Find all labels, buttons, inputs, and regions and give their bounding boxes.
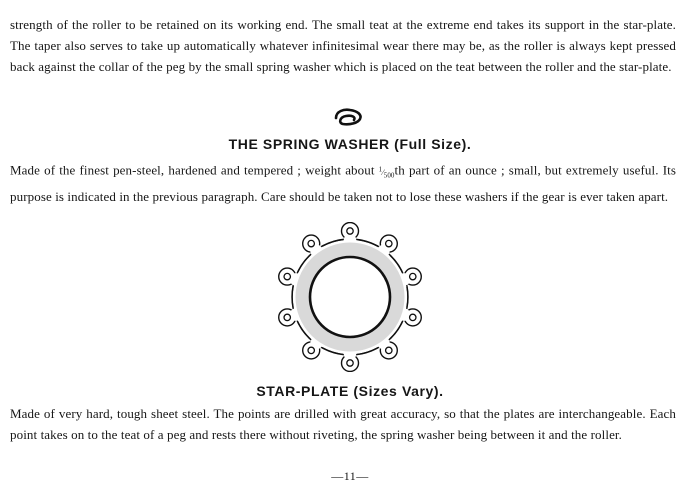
star-plate-inner-opening xyxy=(310,257,390,337)
weight-fraction: $^1⁄_{500}$ xyxy=(378,165,395,180)
spring-washer-illustration xyxy=(330,107,366,129)
page-number: —11— xyxy=(331,469,369,483)
spring-washer-paragraph xyxy=(10,159,676,207)
star-plate-heading: STAR-PLATE (Sizes Vary). xyxy=(256,383,444,399)
spring-washer-text-end: th part of an ounce ; small, but extremely useful. Its purpose is indicated in the previous paragraph. Care should be taken not to lose these washers if the gear is ever taken apart. xyxy=(10,162,676,205)
star-plate-paragraph: Made of very hard, tough sheet steel. The points are drilled with great accuracy, so that the plates are interchangeable. Each point takes on to the teat of a peg and rests there without riveting, the spring washer being between it and the roller. xyxy=(10,406,676,442)
spring-washer-text-start: Made of the finest pen-steel, hardened and tempered ; weight about xyxy=(10,162,379,178)
fraction-denominator: 500 xyxy=(383,171,395,180)
fraction-numerator: 1 xyxy=(378,165,383,173)
intro-paragraph: strength of the roller to be retained on its working end. The small teat at the extreme end takes its support in the star-plate. The taper also serves to take up automatically whatever infinitesimal wear there may be, as the roller is always kept pressed back against the collar of the peg by the small spring washer which is placed on the teat between the roller and the star-plate. xyxy=(10,17,676,74)
star-plate-illustration xyxy=(275,222,425,372)
spring-washer-heading: THE SPRING WASHER (Full Size). xyxy=(228,136,472,152)
